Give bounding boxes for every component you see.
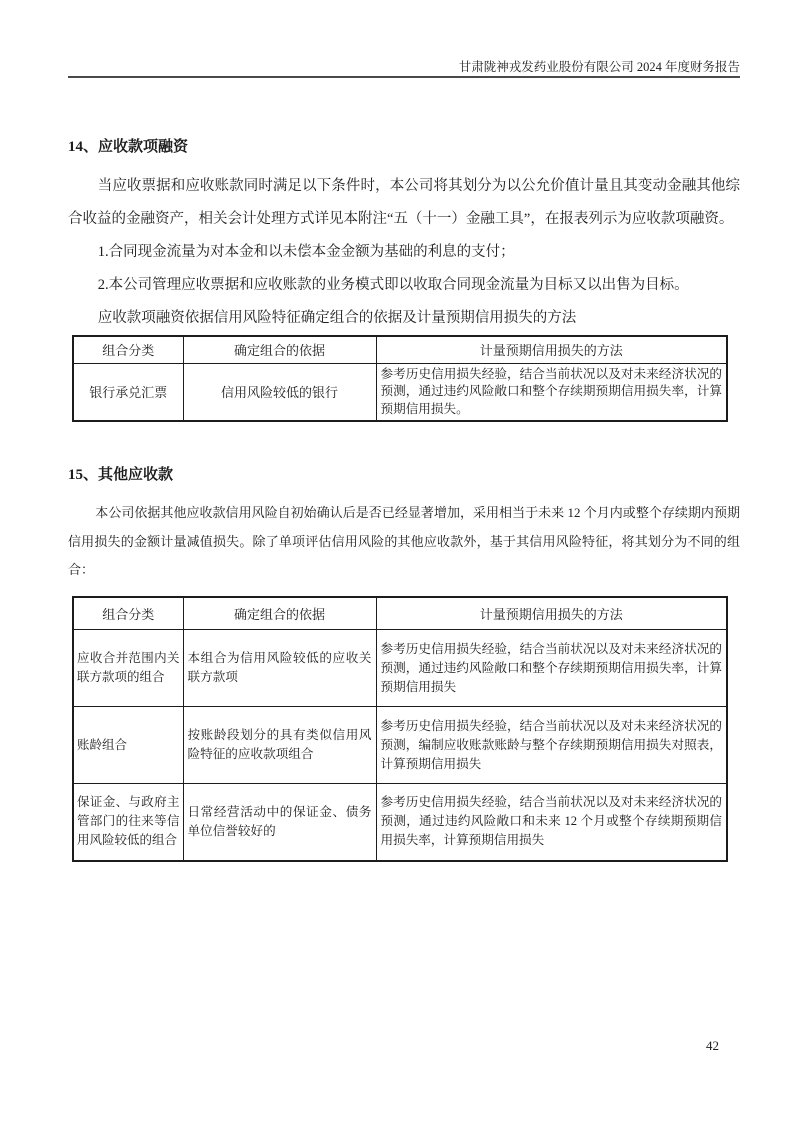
section-14-paragraph: 当应收票据和应收账款同时满足以下条件时，本公司将其划分为以公允价值计量且其变动金融其他综合收益的金融资产，相关会计处理方式详见本附注“五（十一）金融工具”，在报表列示为应收款项融资。 (68, 178, 740, 227)
header-cell-portfolio-category: 组合分类 (73, 336, 183, 363)
table-header-row (73, 336, 727, 363)
cell-portfolio-category: 银行承兑汇票 (73, 363, 183, 421)
header-cell-portfolio-basis: 确定组合的依据 (183, 597, 376, 630)
section-15-title: 15、其他应收款 (68, 467, 174, 483)
table-header-row (73, 597, 727, 630)
section-14-condition-1: 1.合同现金流量为对本金和以未偿本金金额为基础的利息的支付； (97, 244, 515, 260)
page-number: 42 (706, 1038, 719, 1053)
cell-portfolio-basis: 日常经营活动中的保证金、债务单位信誉较好的 (183, 784, 376, 861)
section-14-table-caption: 应收款项融资依据信用风险特征确定组合的依据及计量预期信用损失的方法 (97, 310, 577, 326)
cell-ecl-method: 参考历史信用损失经验，结合当前状况以及对未来经济状况的预测，通过违约风险敞口和整个存续期预期信用损失率，计算预期信用损失。 (376, 363, 727, 421)
section-14-body (68, 170, 740, 335)
table-row-aging (73, 707, 727, 784)
cell-portfolio-category: 账龄组合 (73, 707, 183, 784)
header-cell-ecl-method: 计量预期信用损失的方法 (376, 597, 727, 630)
header-cell-portfolio-category: 组合分类 (73, 597, 183, 630)
page-content (68, 0, 740, 862)
cell-portfolio-basis: 信用风险较低的银行 (183, 363, 376, 421)
section-14-title: 14、应收款项融资 (68, 139, 189, 155)
cell-portfolio-category: 保证金、与政府主管部门的往来等信用风险较低的组合 (73, 784, 183, 861)
cell-portfolio-basis: 本组合为信用风险较低的应收关联方款项 (183, 630, 376, 707)
header-cell-ecl-method: 计量预期信用损失的方法 (376, 336, 727, 363)
document-header-title: 甘肃陇神戎发药业股份有限公司 2024 年度财务报告 (458, 60, 740, 74)
cell-portfolio-category: 应收合并范围内关联方款项的组合 (73, 630, 183, 707)
cell-ecl-method: 参考历史信用损失经验，结合当前状况以及对未来经济状况的预测，编制应收账款账龄与整个存续期预期信用损失对照表，计算预期信用损失 (376, 707, 727, 784)
table-row (73, 363, 727, 421)
header-divider (68, 76, 740, 78)
table-row-deposits (73, 784, 727, 861)
header-cell-portfolio-basis: 确定组合的依据 (183, 336, 376, 363)
receivables-financing-table (72, 335, 728, 422)
table-row-related-party (73, 630, 727, 707)
section-15-paragraph: 本公司依据其他应收款信用风险自初始确认后是否已经显著增加，采用相当于未来 12 个月内或整个存续期内预期信用损失的金额计量减值损失。除了单项评估信用风险的其他应收款外，基于其信用风险特征，将其划分为不同的组合： (68, 505, 740, 577)
cell-portfolio-basis: 按账龄段划分的具有类似信用风险特征的应收款项组合 (183, 707, 376, 784)
document-header (68, 0, 740, 75)
cell-ecl-method: 参考历史信用损失经验，结合当前状况以及对未来经济状况的预测，通过违约风险敞口和整个存续期预期信用损失率，计算预期信用损失 (376, 630, 727, 707)
section-14-condition-2: 2.本公司管理应收票据和应收账款的业务模式即以收取合同现金流量为目标又以出售为目标。 (97, 277, 689, 293)
cell-ecl-method: 参考历史信用损失经验，结合当前状况以及对未来经济状况的预测，通过违约风险敞口和未来 12 个月或整个存续期预期信用损失率，计算预期信用损失 (376, 784, 727, 861)
other-receivables-table (72, 596, 728, 862)
